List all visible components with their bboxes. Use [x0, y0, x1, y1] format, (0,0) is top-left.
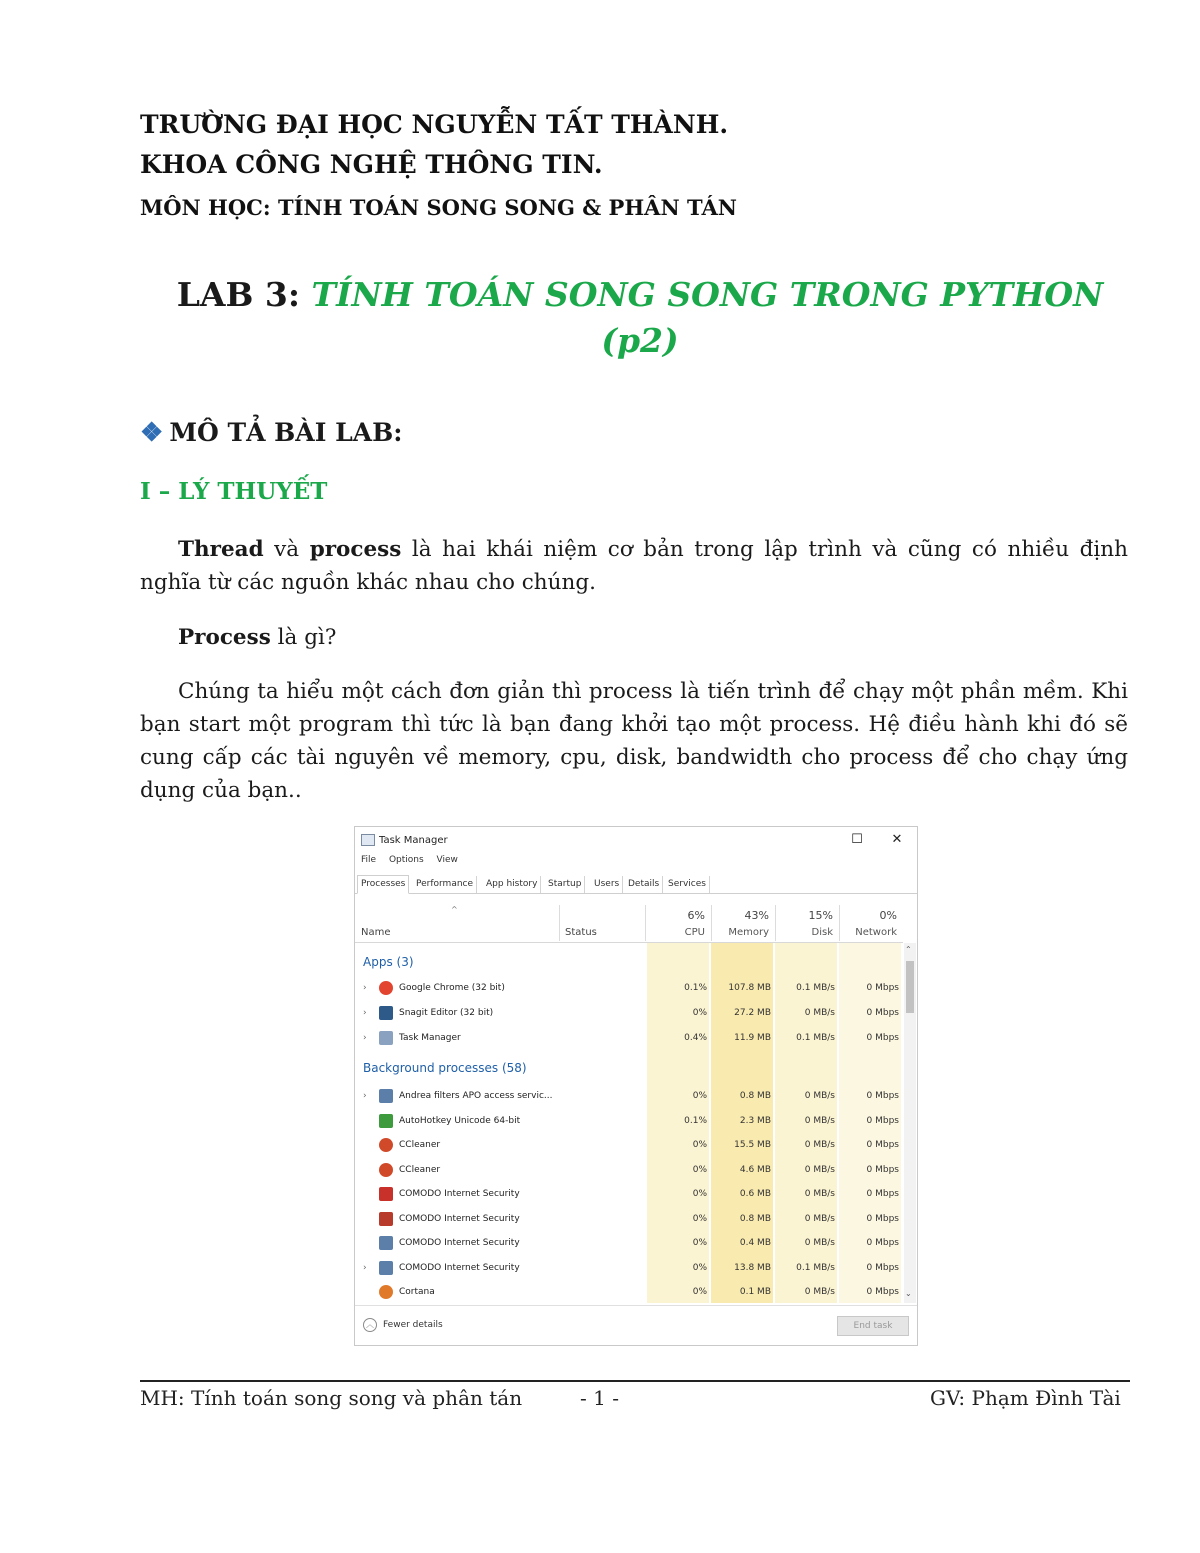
background-process-row[interactable]: [355, 1110, 903, 1134]
process-name: Google Chrome (32 bit): [399, 983, 505, 993]
process-disk: 0 MB/s: [804, 1213, 835, 1224]
footer-teacher: GV: Phạm Đình Tài: [930, 1386, 1121, 1410]
background-process-row[interactable]: [355, 1085, 903, 1109]
paragraph-process-explanation: [140, 675, 1128, 807]
background-process-row[interactable]: [355, 1159, 903, 1183]
background-process-row[interactable]: [355, 1134, 903, 1158]
lab-title: [140, 272, 1140, 364]
column-divider: [559, 905, 560, 941]
close-icon[interactable]: ✕: [891, 832, 903, 847]
process-name: Task Manager: [399, 1033, 461, 1043]
process-network: 0 Mbps: [866, 1238, 899, 1248]
process-memory: 2.3 MB: [739, 1115, 771, 1126]
process-network: 0 Mbps: [866, 1115, 899, 1126]
lab-title-text: TÍNH TOÁN SONG SONG TRONG PYTHON: [311, 275, 1104, 314]
column-divider: [645, 905, 646, 941]
process-network: 0 Mbps: [866, 1287, 899, 1297]
process-network: 0 Mbps: [866, 1262, 899, 1273]
process-name: CCleaner: [399, 1140, 441, 1150]
chrome-icon: [379, 981, 393, 995]
process-name: Andrea filters APO access servic...: [399, 1091, 553, 1101]
term-process: process: [309, 537, 402, 562]
description-heading-text: MÔ TẢ BÀI LAB:: [169, 418, 403, 447]
scrollbar-thumb[interactable]: [906, 961, 914, 1013]
background-process-row[interactable]: [355, 1232, 903, 1256]
process-network: 0 Mbps: [866, 1008, 899, 1018]
description-heading: [140, 418, 402, 448]
term-thread: Thread: [178, 537, 264, 562]
process-name: COMODO Internet Security: [399, 1262, 520, 1273]
process-cpu: 0%: [692, 1262, 707, 1273]
column-divider: [711, 905, 712, 941]
column-divider: [775, 905, 776, 941]
process-disk: 0 MB/s: [804, 1287, 835, 1297]
process-cpu: 0%: [692, 1213, 707, 1224]
process-cpu: 0%: [692, 1287, 707, 1297]
lab-prefix: LAB 3:: [176, 275, 312, 314]
comodo-icon: [379, 1212, 393, 1226]
process-name: COMODO Internet Security: [399, 1238, 520, 1248]
process-disk: 0.1 MB/s: [796, 1262, 835, 1273]
process-memory: 15.5 MB: [734, 1140, 771, 1150]
process-cpu: 0%: [692, 1189, 707, 1199]
section-heading: I – LÝ THUYẾT: [140, 478, 328, 505]
expand-chevron-icon[interactable]: ›: [363, 1091, 367, 1101]
process-memory: 11.9 MB: [734, 1033, 771, 1043]
paragraph-process-question: [140, 621, 1128, 654]
tab-services[interactable]: Services: [665, 876, 710, 893]
task-manager-icon: [379, 1031, 393, 1045]
process-name: Cortana: [399, 1287, 435, 1297]
process-network: 0 Mbps: [866, 1189, 899, 1199]
menu-view[interactable]: View: [436, 855, 458, 865]
process-memory: 107.8 MB: [728, 983, 771, 993]
tab-processes[interactable]: Processes: [357, 875, 409, 894]
process-name: Snagit Editor (32 bit): [399, 1008, 494, 1018]
footer-course: MH: Tính toán song song và phân tán: [140, 1386, 523, 1410]
background-process-row[interactable]: [355, 1208, 903, 1232]
fewer-details-link[interactable]: Fewer details: [383, 1320, 443, 1330]
column-header: [355, 899, 903, 943]
menu-options[interactable]: Options: [388, 855, 424, 865]
service-icon: [379, 1236, 393, 1250]
menu-file[interactable]: File: [361, 855, 377, 865]
process-list: [355, 943, 903, 1303]
process-disk: 0 MB/s: [804, 1238, 835, 1248]
process-disk: 0.1 MB/s: [796, 983, 835, 993]
paragraph-text: là hai khái niệm cơ bản trong lập trình và cũng có nhiều định nghĩa từ các nguồn khác nhau cho chúng.: [140, 537, 1128, 595]
footer-divider: [140, 1380, 1130, 1382]
process-network: 0 Mbps: [866, 983, 899, 993]
faculty-name: KHOA CÔNG NGHỆ THÔNG TIN.: [140, 150, 603, 179]
process-memory: 0.4 MB: [739, 1238, 771, 1248]
process-cpu: 0%: [692, 1140, 707, 1150]
process-disk: 0 MB/s: [804, 1140, 835, 1150]
paragraph-text: Chúng ta hiểu một cách đơn giản thì process là tiến trình để chạy một phần mềm. Khi bạn start một program thì tức là bạn đang khởi tạo một process. Hệ điều hành khi đó sẽ cung cấp các tài nguyên về memory, cpu, disk, bandwidth cho process để cho chạy ứng dụng của bạn..: [140, 679, 1128, 803]
process-memory: 0.1 MB: [739, 1287, 771, 1297]
process-name: COMODO Internet Security: [399, 1213, 520, 1224]
sort-up-icon: ^: [451, 905, 458, 914]
apps-group-label: Apps (3): [363, 955, 414, 969]
task-manager-screenshot: [354, 826, 918, 1346]
scrollbar[interactable]: [904, 943, 916, 1303]
network-percent[interactable]: 0%: [879, 909, 897, 922]
disk-percent[interactable]: 15%: [808, 909, 833, 922]
expand-chevron-icon[interactable]: ›: [363, 1008, 367, 1018]
process-name: CCleaner: [399, 1164, 441, 1175]
expand-chevron-icon[interactable]: ›: [363, 983, 367, 993]
column-name[interactable]: Name: [361, 927, 391, 938]
expand-chevron-icon[interactable]: ›: [363, 1262, 367, 1273]
process-memory: 0.6 MB: [739, 1189, 771, 1199]
process-cpu: 0.1%: [684, 983, 707, 993]
process-disk: 0 MB/s: [804, 1115, 835, 1126]
process-disk: 0 MB/s: [804, 1091, 835, 1101]
process-cpu: 0%: [692, 1164, 707, 1175]
menu-bar: [361, 855, 468, 865]
paragraph-thread-process: [140, 533, 1128, 599]
task-manager-icon: [361, 834, 375, 846]
tab-users[interactable]: Users: [591, 876, 623, 893]
process-disk: 0 MB/s: [804, 1008, 835, 1018]
lab-subtitle: (p2): [601, 321, 679, 360]
page-number: - 1 -: [580, 1386, 619, 1410]
autohotkey-icon: [379, 1114, 393, 1128]
scroll-up-icon[interactable]: ⌃: [905, 945, 912, 954]
process-cpu: 0%: [692, 1238, 707, 1248]
process-network: 0 Mbps: [866, 1033, 899, 1043]
column-status[interactable]: Status: [565, 927, 597, 938]
process-disk: 0 MB/s: [804, 1189, 835, 1199]
background-process-row[interactable]: [355, 1281, 903, 1305]
process-memory: 27.2 MB: [734, 1008, 771, 1018]
tab-details[interactable]: Details: [625, 876, 663, 893]
process-cpu: 0%: [692, 1091, 707, 1101]
cortana-icon: [379, 1285, 393, 1299]
tab-app-history[interactable]: App history: [483, 876, 541, 893]
expand-chevron-icon[interactable]: ›: [363, 1033, 367, 1043]
process-disk: 0 MB/s: [804, 1164, 835, 1175]
background-group-label: Background processes (58): [363, 1061, 527, 1075]
column-memory[interactable]: Memory: [728, 927, 769, 938]
paragraph-text: và: [263, 537, 310, 562]
column-cpu[interactable]: CPU: [684, 927, 705, 938]
process-name: AutoHotkey Unicode 64-bit: [399, 1115, 521, 1126]
process-network: 0 Mbps: [866, 1140, 899, 1150]
window-title: Task Manager: [379, 835, 448, 846]
process-memory: 0.8 MB: [739, 1091, 771, 1101]
university-name: TRƯỜNG ĐẠI HỌC NGUYỄN TẤT THÀNH.: [140, 110, 729, 139]
process-network: 0 Mbps: [866, 1213, 899, 1224]
process-memory: 13.8 MB: [734, 1262, 771, 1273]
background-process-row[interactable]: [355, 1183, 903, 1207]
tab-startup[interactable]: Startup: [545, 876, 585, 893]
column-network[interactable]: Network: [855, 927, 897, 938]
process-cpu: 0%: [692, 1008, 707, 1018]
process-memory: 0.8 MB: [739, 1213, 771, 1224]
process-network: 0 Mbps: [866, 1164, 899, 1175]
process-cpu: 0.4%: [684, 1033, 707, 1043]
process-disk: 0.1 MB/s: [796, 1033, 835, 1043]
task-manager-footer: [355, 1305, 917, 1346]
ccleaner-icon: [379, 1163, 393, 1177]
app-row[interactable]: [355, 1002, 903, 1026]
ccleaner-icon: [379, 1138, 393, 1152]
diamond-bullet-icon: ❖: [140, 418, 164, 448]
memory-percent[interactable]: 43%: [744, 909, 769, 922]
course-name: MÔN HỌC: TÍNH TOÁN SONG SONG & PHÂN TÁN: [140, 195, 737, 220]
task-manager-titlebar: [355, 827, 917, 853]
paragraph-text: là gì?: [270, 625, 337, 650]
process-name: COMODO Internet Security: [399, 1189, 520, 1199]
tab-performance[interactable]: Performance: [413, 876, 477, 893]
snagit-icon: [379, 1006, 393, 1020]
maximize-icon[interactable]: ☐: [851, 832, 863, 847]
background-process-row[interactable]: [355, 1257, 903, 1281]
column-divider: [839, 905, 840, 941]
comodo-icon: [379, 1187, 393, 1201]
process-network: 0 Mbps: [866, 1091, 899, 1101]
process-cpu: 0.1%: [684, 1115, 707, 1126]
tab-bar: [355, 873, 917, 894]
column-disk[interactable]: Disk: [811, 927, 833, 938]
app-row[interactable]: [355, 977, 903, 1001]
end-task-button[interactable]: End task: [837, 1316, 909, 1336]
app-row[interactable]: [355, 1027, 903, 1051]
scroll-down-icon[interactable]: ⌄: [905, 1289, 912, 1298]
process-memory: 4.6 MB: [739, 1164, 771, 1175]
term-process-heading: Process: [178, 625, 271, 650]
service-icon: [379, 1089, 393, 1103]
chevron-up-icon[interactable]: ︿: [363, 1318, 377, 1332]
cpu-percent[interactable]: 6%: [687, 909, 705, 922]
service-icon: [379, 1261, 393, 1275]
